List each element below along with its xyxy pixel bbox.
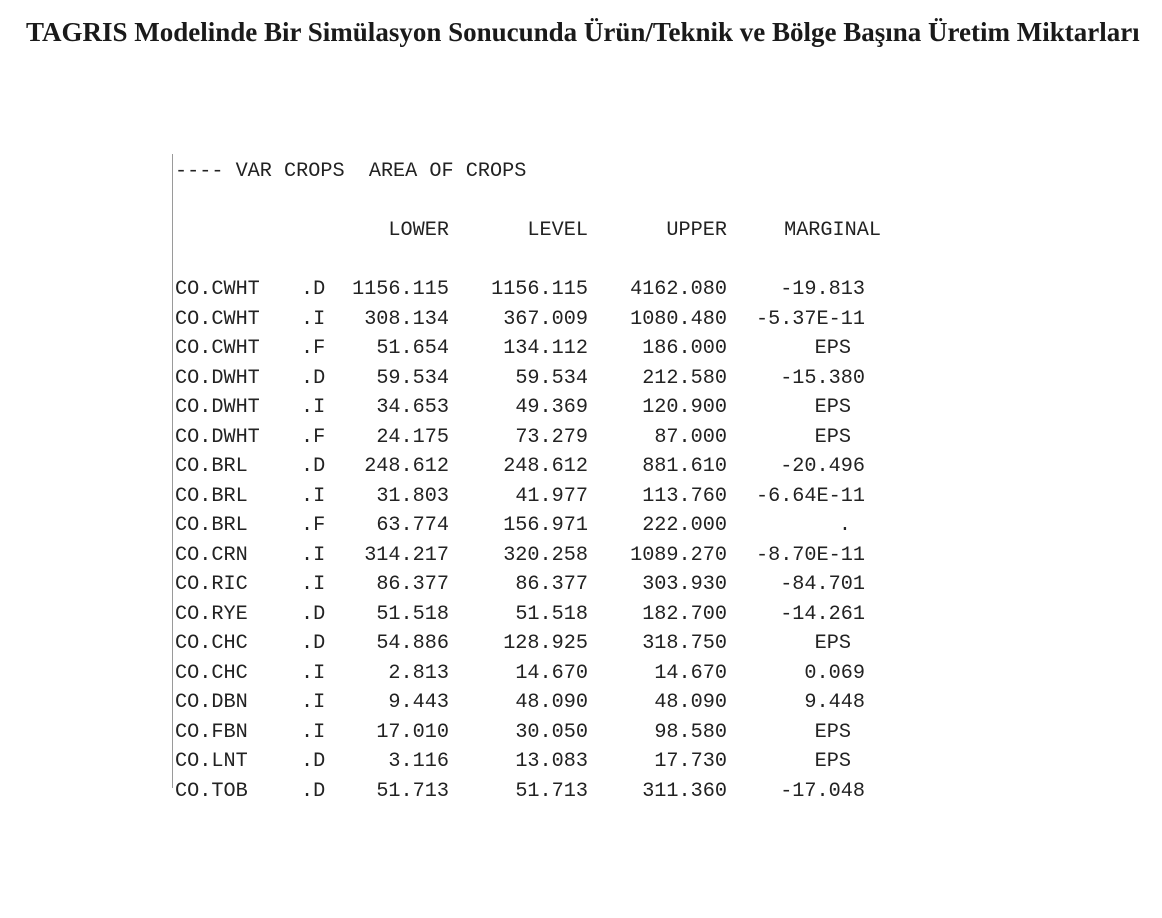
lower-value: 54.886 [376,632,449,655]
table-row [175,305,915,335]
lower-value: 1156.115 [352,278,449,301]
crop-name: CO.CWHT [175,307,260,331]
level-value: 134.112 [503,337,588,360]
table-row [175,334,915,364]
column-header-marginal: MARGINAL [784,219,881,242]
lower-value: 86.377 [376,573,449,596]
crop-name: CO.DBN [175,691,248,714]
lower-value: 308.134 [364,307,449,331]
level-value: 86.377 [515,573,588,596]
level-value: 51.713 [515,779,588,803]
upper-value: 113.760 [642,484,727,508]
table-row [175,629,915,659]
crop-name: CO.DWHT [175,366,260,390]
table-row [175,393,915,423]
technique-code: .D [301,632,326,655]
lower-value: 17.010 [376,720,449,744]
crop-name: CO.TOB [175,779,248,803]
level-value: 156.971 [503,514,588,537]
table-row [175,364,915,394]
crop-name: CO.RIC [175,573,248,596]
marginal-value: EPS [814,720,851,744]
marginal-value: . [838,514,851,537]
level-value: 14.670 [515,661,588,685]
lower-value: 314.217 [364,543,449,567]
lower-value: 248.612 [364,455,449,478]
level-value: 128.925 [503,632,588,655]
column-header-lower: LOWER [388,219,449,242]
lower-value: 31.803 [376,484,449,508]
level-value: 41.977 [515,484,588,508]
table-row [175,600,915,630]
upper-value: 98.580 [654,720,727,744]
column-header-upper: UPPER [666,219,727,242]
table-row [175,747,915,777]
technique-code: .D [301,278,326,301]
marginal-value: -17.048 [780,779,865,803]
upper-value: 4162.080 [630,278,727,301]
table-row [175,570,915,600]
level-value: 367.009 [503,307,588,331]
level-value: 320.258 [503,543,588,567]
level-value: 13.083 [515,750,588,773]
crop-name: CO.BRL [175,484,248,508]
upper-value: 48.090 [654,691,727,714]
technique-code: .I [301,661,326,685]
lower-value: 63.774 [376,514,449,537]
lower-value: 9.443 [388,691,449,714]
crop-name: CO.CHC [175,632,248,655]
technique-code: .F [301,425,326,449]
crop-name: CO.BRL [175,455,248,478]
level-value: 1156.115 [491,278,588,301]
upper-value: 881.610 [642,455,727,478]
table-row [175,718,915,748]
level-value: 48.090 [515,691,588,714]
crop-name: CO.BRL [175,514,248,537]
lower-value: 24.175 [376,425,449,449]
lower-value: 2.813 [388,661,449,685]
crop-name: CO.FBN [175,720,248,744]
upper-value: 17.730 [654,750,727,773]
marginal-value: EPS [814,750,851,773]
marginal-value: -20.496 [780,455,865,478]
marginal-value: -15.380 [780,366,865,390]
table-row [175,423,915,453]
upper-value: 212.580 [642,366,727,390]
crop-name: CO.LNT [175,750,248,773]
crop-name: CO.DWHT [175,425,260,449]
table-row [175,511,915,541]
level-value: 248.612 [503,455,588,478]
level-value: 49.369 [515,396,588,419]
var-header-line: ---- VAR CROPS AREA OF CROPS [175,160,527,183]
document-title: TAGRIS Modelinde Bir Simülasyon Sonucunda Ürün/Teknik ve Bölge Başına Üretim Miktarları [26,17,1140,47]
marginal-value: -19.813 [780,278,865,301]
marginal-value: -84.701 [780,573,865,596]
table-row [175,482,915,512]
technique-code: .I [301,543,326,567]
table-row [175,541,915,571]
technique-code: .F [301,337,326,360]
upper-value: 303.930 [642,573,727,596]
upper-value: 1089.270 [630,543,727,567]
upper-value: 87.000 [654,425,727,449]
technique-code: .D [301,455,326,478]
technique-code: .I [301,720,326,744]
marginal-value: 9.448 [804,691,865,714]
technique-code: .I [301,307,326,331]
column-header-level: LEVEL [527,219,588,242]
crop-name: CO.RYE [175,602,248,626]
level-value: 59.534 [515,366,588,390]
table-row [175,452,915,482]
crop-name: CO.CHC [175,661,248,685]
marginal-value: 0.069 [804,661,865,685]
upper-value: 1080.480 [630,307,727,331]
table-row [175,275,915,305]
technique-code: .D [301,750,326,773]
column-header-row [175,216,915,246]
upper-value: 14.670 [654,661,727,685]
lower-value: 51.518 [376,602,449,626]
gams-output-listing [172,154,933,803]
crop-name: CO.DWHT [175,396,260,419]
marginal-value: -5.37E-11 [755,307,865,331]
upper-value: 222.000 [642,514,727,537]
technique-code: .I [301,691,326,714]
table-row [175,777,915,807]
upper-value: 186.000 [642,337,727,360]
technique-code: .D [301,602,326,626]
marginal-value: -14.261 [780,602,865,626]
technique-code: .I [301,573,326,596]
upper-value: 318.750 [642,632,727,655]
level-value: 30.050 [515,720,588,744]
crop-name: CO.CWHT [175,278,260,301]
marginal-value: -8.70E-11 [755,543,865,567]
technique-code: .I [301,484,326,508]
marginal-value: EPS [814,396,851,419]
lower-value: 59.534 [376,366,449,390]
technique-code: .D [301,366,326,390]
technique-code: .F [301,514,326,537]
table-row [175,659,915,689]
table-row [175,688,915,718]
lower-value: 51.713 [376,779,449,803]
lower-value: 3.116 [388,750,449,773]
level-value: 51.518 [515,602,588,626]
crop-name: CO.CRN [175,543,248,567]
marginal-value: EPS [814,425,851,449]
marginal-value: EPS [814,632,851,655]
crop-name: CO.CWHT [175,337,260,360]
upper-value: 120.900 [642,396,727,419]
upper-value: 311.360 [642,779,727,803]
lower-value: 34.653 [376,396,449,419]
level-value: 73.279 [515,425,588,449]
technique-code: .D [301,779,326,803]
upper-value: 182.700 [642,602,727,626]
marginal-value: -6.64E-11 [755,484,865,508]
marginal-value: EPS [814,337,851,360]
lower-value: 51.654 [376,337,449,360]
technique-code: .I [301,396,326,419]
